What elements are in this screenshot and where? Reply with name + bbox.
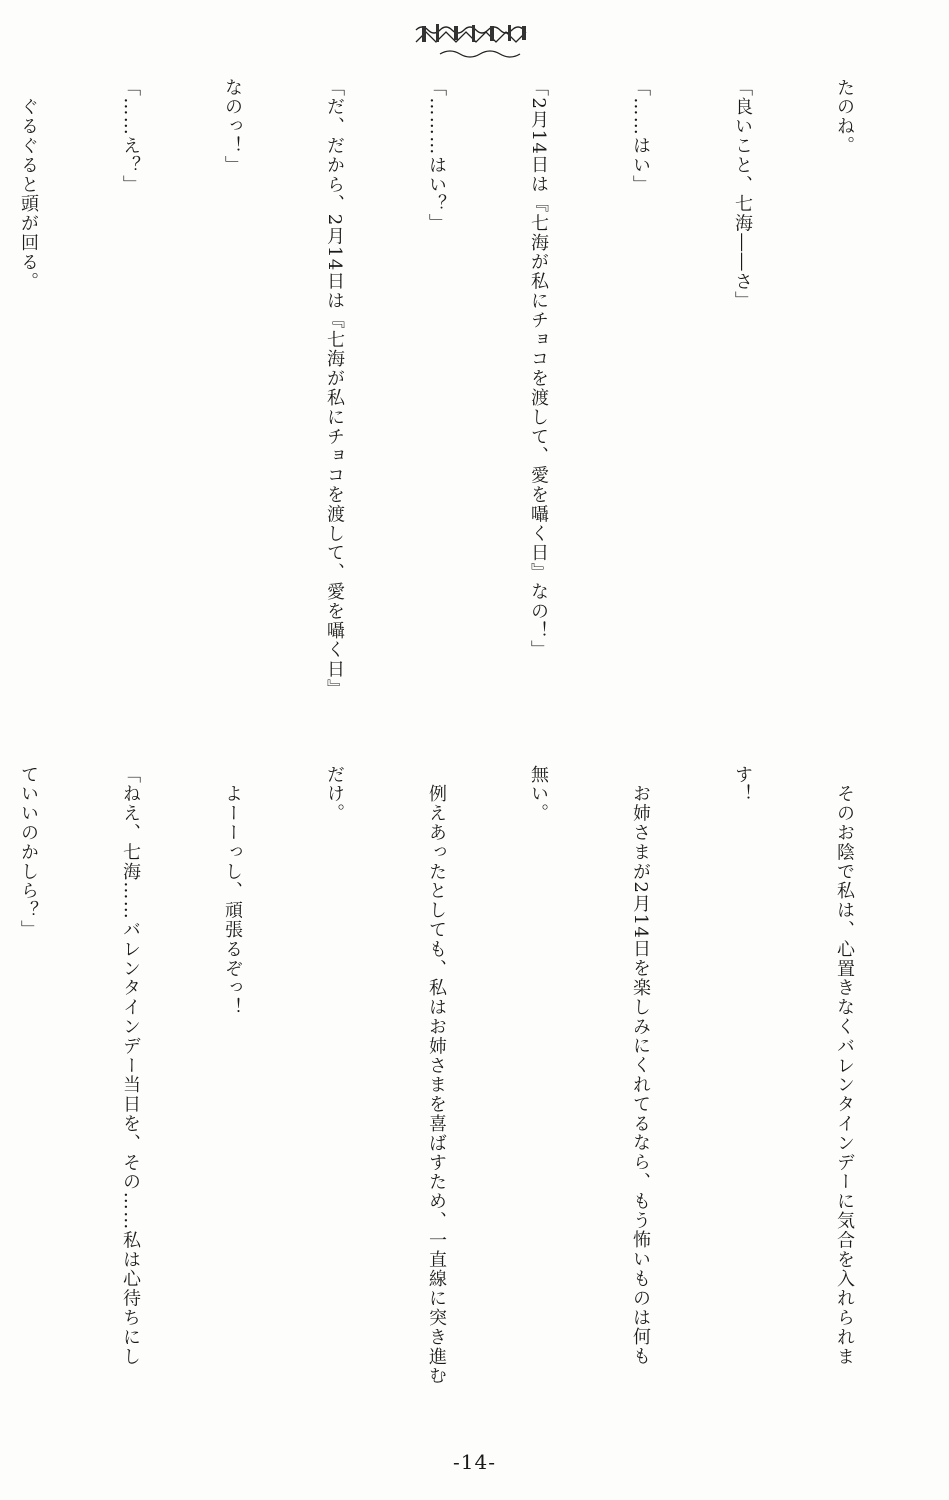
text-line: お姉さまが2月14日を楽しみにくれてるなら、もう怖いものは何も bbox=[630, 765, 651, 1367]
title-logo-graphic bbox=[410, 20, 540, 64]
text-line: なのっ！」 bbox=[222, 78, 243, 175]
text-line: 「だ、だから、2月14日は『七海が私にチョコを渡して、愛を囁く日』 bbox=[324, 78, 345, 699]
text-line: 「……はい」 bbox=[630, 78, 651, 195]
text-column-top bbox=[0, 78, 929, 768]
text-line: たのね。 bbox=[834, 78, 855, 156]
text-line: 無い。 bbox=[528, 765, 549, 824]
text-line: 「2月14日は『七海が私にチョコを渡して、愛を囁く日』なの！」 bbox=[528, 78, 549, 660]
text-line: だけ。 bbox=[324, 765, 345, 824]
text-line: よーーっし、頑張るぞっ！ bbox=[222, 765, 243, 1018]
text-line: 「良いこと、七海――さ」 bbox=[732, 78, 753, 311]
text-line: 「ねえ、七海……バレンタインデー当日を、その……私は心待ちにし bbox=[120, 765, 141, 1367]
text-line: 「………はい？」 bbox=[426, 78, 447, 234]
text-line: ぐるぐると頭が回る。 bbox=[18, 78, 39, 292]
text-line: ていいのかしら？」 bbox=[18, 765, 39, 940]
page-number: -14- bbox=[453, 1450, 496, 1474]
text-line: 例えあったとしても、私はお姉さまを喜ばすため、一直線に突き進む bbox=[426, 765, 447, 1386]
title-logo bbox=[410, 20, 540, 64]
text-line: す！ bbox=[732, 765, 753, 804]
text-column-bottom bbox=[0, 765, 929, 1415]
text-line: 「……え？」 bbox=[120, 78, 141, 195]
text-line: そのお陰で私は、心置きなくバレンタインデーに気合を入れられま bbox=[834, 765, 855, 1367]
